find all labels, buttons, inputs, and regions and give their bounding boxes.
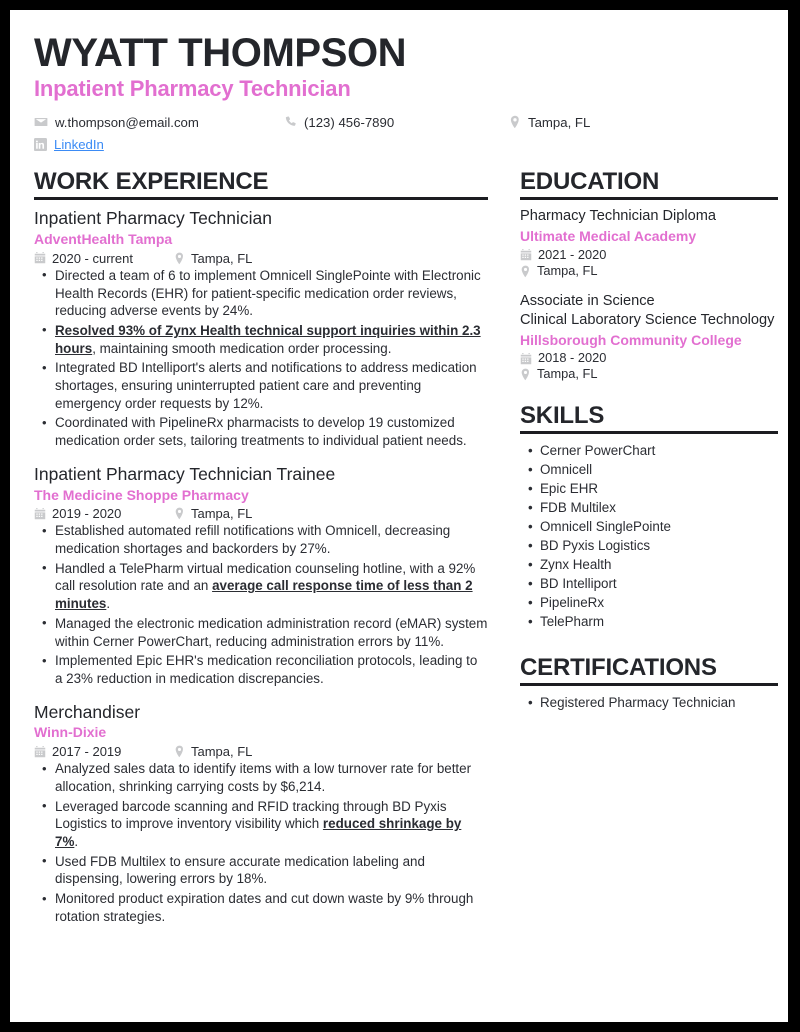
education-list — [520, 207, 778, 381]
section-work-experience — [34, 169, 488, 925]
bullet-item — [34, 890, 488, 925]
section-education — [520, 169, 778, 381]
education-organization: Hillsborough Community College — [520, 331, 742, 348]
job-title: Inpatient Pharmacy Technician — [34, 208, 273, 229]
candidate-headline: Inpatient Pharmacy Technician — [34, 76, 351, 101]
section-certifications — [520, 655, 778, 712]
skill-item: • Epic EHR — [520, 479, 778, 498]
certification-item: • Registered Pharmacy Technician — [520, 693, 778, 712]
job-dates-text: 2020 - current — [52, 250, 133, 266]
bullet-text: Coordinated with PipelineRx pharmacists to develop 19 customized medication order sets, tailoring treatments to individual patient needs. — [55, 415, 467, 449]
job-location-text: Tampa, FL — [191, 506, 253, 522]
skill-item: • Zynx Health — [520, 555, 778, 574]
bullet-text: , maintaining smooth medication order processing. — [92, 340, 392, 356]
education-degree: Pharmacy Technician Diploma — [520, 208, 717, 225]
job-location — [174, 745, 252, 758]
certifications-list — [520, 693, 778, 712]
calendar-icon — [34, 508, 46, 520]
bullet-text: Integrated BD Intelliport's alerts and notifications to address medication shortages, ensuring uninterrupted patient care and preventing emergency order requests by 12%. — [55, 360, 477, 411]
contact-location — [509, 115, 590, 129]
education-location — [520, 262, 778, 278]
phone-icon — [284, 115, 297, 129]
bullet-text: Directed a team of 6 to implement Omnicell SinglePointe with Electronic Health Records (EHR) for patient-specific medication order reviews, reducing adverse events by 24%. — [55, 267, 481, 319]
bullet-highlight: average call response time of less than 2 minutes — [55, 578, 473, 612]
job-meta — [34, 745, 488, 758]
education-entry — [520, 207, 778, 277]
job-dates-text: 2019 - 2020 — [52, 506, 122, 522]
candidate-name: WYATT THOMPSON — [34, 31, 407, 75]
education-location-text: Tampa, FL — [537, 366, 598, 382]
job-location-text: Tampa, FL — [191, 250, 253, 266]
education-location-text: Tampa, FL — [537, 262, 598, 278]
bullet-text: Monitored product expiration dates and cut down waste by 9% through rotation strategies. — [55, 891, 474, 924]
education-degree: Associate in Science — [520, 292, 655, 309]
education-dates — [520, 352, 778, 365]
bullet-item — [34, 853, 488, 888]
skill-item: • Omnicell SinglePointe — [520, 517, 778, 536]
resume-body — [34, 168, 775, 929]
bullet-text: Leveraged barcode scanning and RFID tracking through BD Pyxis Logistics to improve inventory visibility which — [55, 798, 447, 832]
contact-block — [34, 111, 766, 155]
contact-email[interactable] — [34, 115, 284, 129]
work-experience-entry — [34, 463, 488, 688]
job-title: Merchandiser — [34, 701, 141, 722]
location-pin-icon — [174, 745, 185, 758]
location-pin-icon — [520, 368, 531, 381]
bullet-text: Used FDB Multilex to ensure accurate medication labeling and dispensing, lowering errors by 18%. — [55, 853, 425, 887]
linkedin-icon — [34, 138, 47, 151]
job-location — [174, 507, 252, 520]
bullet-item — [34, 414, 488, 449]
skills-list — [520, 441, 778, 631]
envelope-icon — [34, 115, 48, 129]
skill-item: • BD Intelliport — [520, 574, 778, 593]
calendar-icon — [34, 746, 46, 758]
education-organization: Ultimate Medical Academy — [520, 227, 697, 244]
skill-item: • TelePharm — [520, 612, 778, 631]
location-pin-icon — [174, 507, 185, 520]
education-location — [520, 368, 778, 381]
contact-location-text: Tampa, FL — [528, 114, 591, 130]
job-dates — [34, 507, 174, 520]
skill-item: • Omnicell — [520, 460, 778, 479]
job-title: Inpatient Pharmacy Technician Trainee — [34, 463, 336, 484]
bullet-item — [34, 322, 488, 357]
education-dates-text: 2018 - 2020 — [538, 350, 607, 366]
education-title: EDUCATION — [520, 168, 660, 196]
work-experience-list — [34, 207, 488, 925]
job-organization: AdventHealth Tampa — [34, 231, 173, 248]
job-dates-text: 2017 - 2019 — [52, 744, 122, 760]
bullet-item — [34, 798, 488, 851]
job-dates — [34, 252, 174, 265]
bullet-text: Established automated refill notifications with Omnicell, decreasing medication shortages and backorders by 27%. — [55, 523, 451, 557]
contact-row-primary — [34, 111, 766, 133]
bullet-text: . — [74, 834, 79, 849]
bullet-item — [34, 760, 488, 795]
bullet-text: Managed the electronic medication administration record (eMAR) system within Cerner PowerChart, reducing administration errors by 11%. — [55, 615, 488, 649]
skill-item: • PipelineRx — [520, 593, 778, 612]
skill-item: • FDB Multilex — [520, 498, 778, 517]
section-divider — [520, 683, 778, 686]
bullet-item — [34, 560, 488, 613]
bullet-text: . — [106, 596, 111, 612]
bullet-item — [34, 615, 488, 650]
job-location-text: Tampa, FL — [191, 744, 253, 760]
work-experience-entry — [34, 701, 488, 926]
bullet-highlight: reduced shrinkage by 7% — [55, 816, 462, 849]
job-bullets — [34, 760, 488, 925]
contact-linkedin[interactable] — [34, 138, 284, 151]
section-divider — [520, 431, 778, 434]
section-divider — [520, 197, 778, 200]
contact-phone-text: (123) 456-7890 — [304, 114, 395, 130]
job-meta — [34, 252, 488, 265]
education-degree: Clinical Laboratory Science Technology — [520, 312, 775, 329]
bullet-text: Analyzed sales data to identify items with a low turnover rate for better allocation, shrinking carrying costs by $6,214. — [55, 761, 472, 794]
bullet-item — [34, 267, 488, 320]
job-dates — [34, 745, 174, 758]
location-pin-icon — [174, 252, 185, 265]
bullet-item — [34, 359, 488, 412]
job-meta — [34, 507, 488, 520]
contact-phone[interactable] — [284, 115, 509, 129]
work-experience-entry — [34, 207, 488, 450]
skill-item: • Cerner PowerChart — [520, 441, 778, 460]
bullet-text: Implemented Epic EHR's medication reconciliation protocols, leading to a 23% reduction in medication discrepancies. — [55, 653, 478, 686]
bullet-item — [34, 652, 488, 687]
job-organization: Winn-Dixie — [34, 724, 107, 741]
calendar-icon — [520, 249, 532, 261]
education-entry — [520, 292, 778, 382]
job-location — [174, 252, 252, 265]
bullet-text: Handled a TelePharm virtual medication counseling hotline, with a 92% call resolution rate and an — [55, 560, 476, 594]
certifications-title: CERTIFICATIONS — [520, 654, 717, 682]
bullet-item — [34, 522, 488, 557]
resume-header — [34, 32, 766, 155]
resume-page — [10, 10, 788, 1022]
location-pin-icon — [520, 265, 531, 278]
job-organization: The Medicine Shoppe Pharmacy — [34, 486, 249, 503]
skills-title: SKILLS — [520, 402, 605, 430]
contact-row-secondary — [34, 133, 766, 155]
section-divider — [34, 197, 488, 200]
bullet-highlight: Resolved 93% of Zynx Health technical support inquiries within 2.3 hours — [55, 322, 481, 356]
linkedin-link[interactable]: LinkedIn — [54, 136, 104, 152]
right-column — [506, 169, 778, 716]
left-column — [34, 169, 506, 929]
section-skills — [520, 403, 778, 631]
calendar-icon — [34, 252, 46, 264]
education-dates-text: 2021 - 2020 — [538, 246, 607, 262]
contact-email-text: w.thompson@email.com — [55, 114, 199, 130]
job-bullets — [34, 522, 488, 687]
education-dates — [520, 246, 778, 262]
location-pin-icon — [509, 115, 521, 129]
work-experience-title: WORK EXPERIENCE — [34, 168, 269, 196]
calendar-icon — [520, 353, 532, 365]
job-bullets — [34, 267, 488, 450]
skill-item: • BD Pyxis Logistics — [520, 536, 778, 555]
